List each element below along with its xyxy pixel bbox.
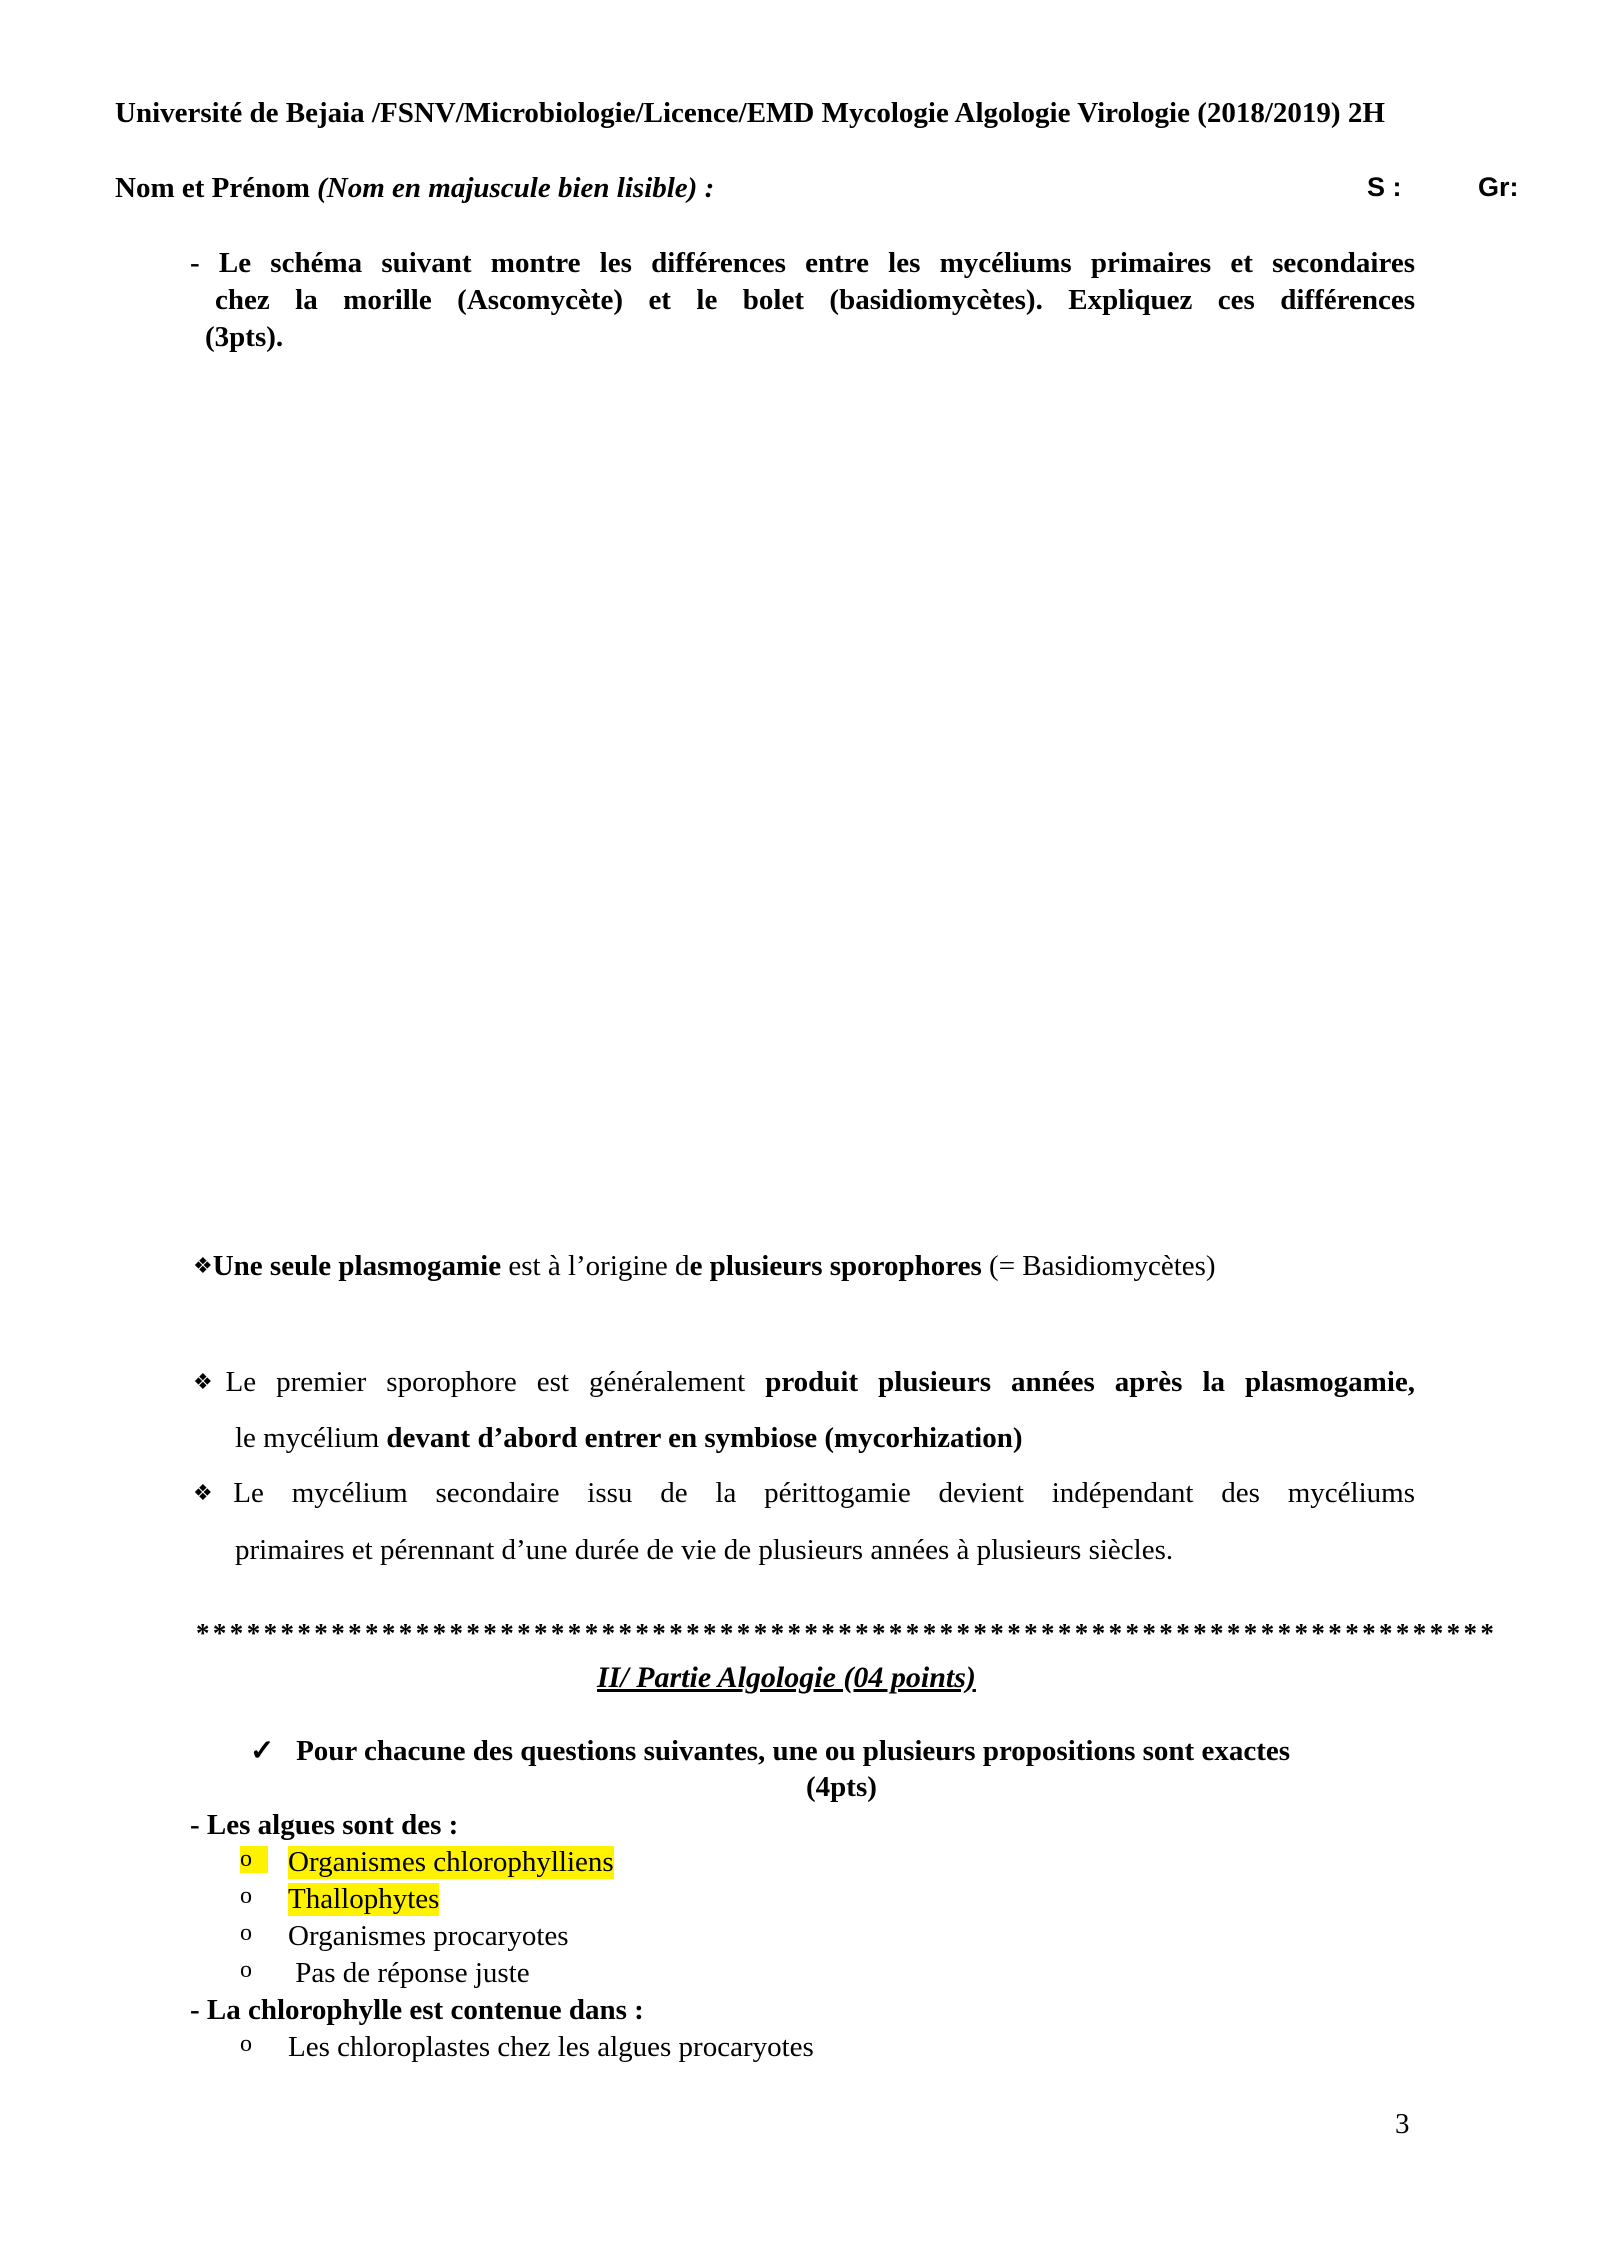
answer-item-2-line-1: ❖Le premier sporophore est généralement produit plusieurs années après la plasmogamie, <box>193 1366 1415 1398</box>
answer-item-3-line-2: primaires et pérennant d’une durée de vie de plusieurs années à plusieurs siècles. <box>235 1534 1174 1566</box>
check-icon: ✓ <box>250 1735 275 1767</box>
qcm-1-option-4 <box>240 1957 700 1993</box>
section-title: II/ Partie Algologie (04 points) <box>597 1661 976 1694</box>
question-schema <box>190 245 1415 356</box>
exam-header: Université de Bejaia /FSNV/Microbiologie/Licence/EMD Mycologie Algologie Virologie (2018/2019) 2H <box>115 97 1385 129</box>
answer-item-2-line-2: le mycélium devant d’abord entrer en symbiose (mycorhization) <box>235 1422 1023 1454</box>
diamond-bullet-icon: ❖ <box>193 1253 213 1278</box>
separator-stars: ***************************************************************************** <box>196 1618 1498 1648</box>
qcm-question-2: - La chlorophylle est contenue dans : <box>190 1994 644 2026</box>
qcm-1-option-3 <box>240 1920 700 1956</box>
diamond-bullet-icon: ❖ <box>193 1480 234 1505</box>
page-number: 3 <box>1395 2108 1410 2140</box>
qcm-2-option-1-label: Les chloroplastes chez les algues procaryotes <box>288 2031 814 2063</box>
question-line-3: (3pts). <box>205 321 284 353</box>
question-line-2: chez la morille (Ascomycète) et le bolet (basidiomycètes). Expliquez ces différences <box>215 284 1415 316</box>
answer-item-3-line-1: ❖Le mycélium secondaire issu de la périttogamie devient indépendant des mycéliums <box>193 1477 1415 1509</box>
name-field-label <box>115 172 714 205</box>
circle-bullet-icon: o <box>240 1957 252 1983</box>
qcm-2-option-1 <box>240 2031 940 2067</box>
circle-bullet-icon: o <box>240 1920 252 1946</box>
name-label: Nom et Prénom <box>115 172 318 204</box>
instruction-points: (4pts) <box>806 1771 877 1803</box>
section-label: S : <box>1367 172 1402 202</box>
answer-item-1: ❖Une seule plasmogamie est à l’origine de plusieurs sporophores (= Basidiomycètes) <box>193 1250 1216 1282</box>
name-hint: (Nom en majuscule bien lisible) : <box>317 172 715 204</box>
qcm-1-option-1-label: Organismes chlorophylliens <box>288 1846 614 1878</box>
question-line-1: - Le schéma suivant montre les différences entre les mycéliums primaires et secondaires <box>190 247 1415 279</box>
qcm-1-option-2 <box>240 1883 700 1919</box>
qcm-1-option-4-label: Pas de réponse juste <box>288 1957 530 1989</box>
qcm-1-option-1 <box>240 1846 700 1882</box>
diamond-bullet-icon: ❖ <box>193 1369 226 1394</box>
instruction-line: ✓ Pour chacune des questions suivantes, une ou plusieurs propositions sont exactes <box>250 1735 1291 1767</box>
qcm-1-option-3-label: Organismes procaryotes <box>288 1920 569 1952</box>
qcm-1-option-2-label: Thallophytes <box>288 1883 440 1915</box>
qcm-question-1: - Les algues sont des : <box>190 1809 459 1841</box>
circle-bullet-icon: o <box>240 1883 252 1909</box>
group-label: Gr: <box>1478 172 1519 202</box>
circle-bullet-icon: o <box>240 1846 268 1873</box>
circle-bullet-icon: o <box>240 2031 252 2057</box>
